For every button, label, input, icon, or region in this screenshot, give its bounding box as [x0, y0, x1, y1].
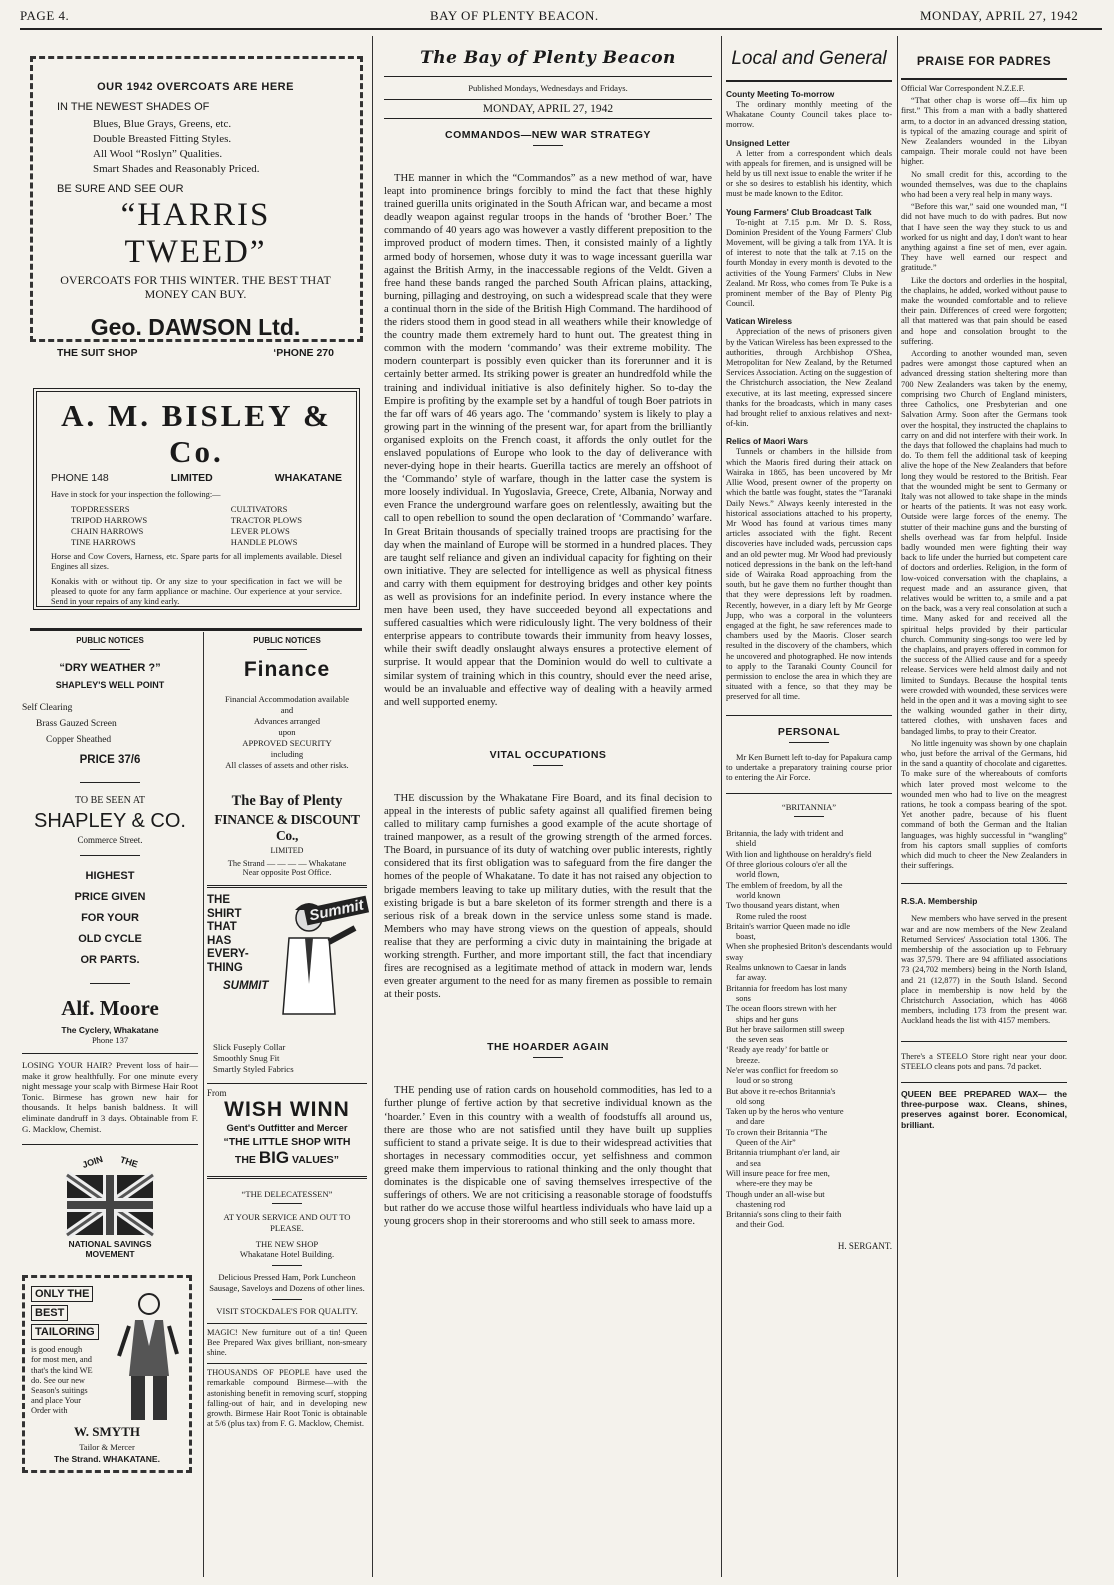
editorial-paragraph: THE discussion by the Whakatane Fire Board, and its final decision to appeal in the interests of public safety against all qualified firemen being called to military camp furnishes a good example of the acute shortage of trained manpower, as a result of the growing strength of the armed forces. The Board, in pursuance of its duty of watching over public interests, rightly considered that its first obligation was to safeguard from the fire danger the homes of the people of Whakatane. To date it has not raised any objection to brigade members leaving to take up military duties, with the result that the existing brigade is but a bare skeleton of its former strength and there is a serious risk of a break down in the service unless some stand is made. Members who may have strong views on the question of appeals, should realise that they are performing a civic duty in maintaining the brigade at working strength. Further, and more important still, the fact that incendiary fires are recognised as a legitimate method of attack in modern war, lends even greater argument to the need for as many firemen as possible to remain at their posts. [384, 792, 712, 1001]
shapley-line: Copper Sheathed [46, 735, 112, 745]
moore-shop: The Cyclery, Whakatane [61, 1025, 159, 1035]
moore-line: PRICE GIVEN [74, 891, 146, 903]
winn-trade: Gent's Outfitter and Mercer [226, 1122, 348, 1133]
local-item-text: A letter from a correspondent which deals with appeals for firemen, and is unsigned will be held by us till next issue to enable the writer if he or she so desires to establish his identity, which must be made known to the Editor. [726, 148, 892, 199]
moore-phone: Phone 137 [91, 1035, 129, 1045]
poem-line: chastening rod [736, 1199, 786, 1209]
poem-line: When she prophesied Briton's descendants would sway [726, 942, 892, 962]
smyth-text: is good enough for most men, and that's the kind WE do. See our new Season's suitings and place Your Order with [31, 1345, 93, 1416]
poem-author: H. SERGANT. [837, 1240, 892, 1251]
poem [726, 829, 892, 1231]
poem-line: Britannia for freedom has lost many [726, 983, 848, 993]
finance-lines [207, 694, 367, 771]
winn-slogan-the: THE [234, 1154, 256, 1166]
poem-line: Ne'er was conflict for freedom so [726, 1066, 838, 1075]
smyth-name: W. SMYTH [74, 1424, 140, 1440]
poem-line: Britannia triumphant o'er land, air [726, 1148, 840, 1158]
harris-tweed: “HARRIS TWEED” [120, 197, 271, 270]
local-item-heading: County Meeting To-morrow [726, 89, 835, 99]
union-jack-icon [67, 1175, 153, 1235]
birmese-ad-2: THOUSANDS OF PEOPLE have used the remarkable compound Birmese—with the astonishing benefit in removing scurf, stopping falling-out of hair, and in developing new growth. Birmese Hair Root Tonic is obtainable at 5/6 (plus tax) from F. G. Macklow, Chemist. [207, 1368, 367, 1429]
local-item-text: Tunnels or chambers in the hillside from which the Maoris fired during their attack on Wairaka in 1865, has been uncovered by Mr Allie Wood, present owner of the property on which the battle was fought, states the “Taranaki Daily News.” Always keenly interested in the historical associations attached to his property, Mr Wood has found at various times many articles associated with the fight. Recent discoveries have included wads, percussion caps and an old pewter mug. Mr Wood had previously noticed depressions in the bank on the left-hand side of Wairaka Road approaching from the south, but he gave them no further thought than that they were depressions left by roadmen. Recently, however, in a diary left by Mr George Jupp, who was a corporal in the volunteers engaged at the fight, he saw references made to chambers used by the Maoris. Closer search resulted in the discovery of the chambers, which he uncovered and photographed. He now intends to apply to the Taranaki County Council for permission to enclose the area in which they are situated with a fence, so that they may be preserved for all time. [726, 447, 892, 702]
summit-logo: Summit [304, 896, 369, 926]
column-rule [897, 36, 898, 1577]
poem-line: and sea [736, 1158, 761, 1168]
dawson-see: BE SURE AND SEE OUR [57, 183, 184, 195]
dawson-name: Geo. DAWSON Ltd. [90, 314, 301, 340]
poem-line: Britannia, the lady with trident and [726, 829, 844, 839]
local-title: Local and General [731, 48, 887, 69]
dawson-items [57, 117, 334, 177]
shapley-name: SHAPLEY & CO. [34, 810, 186, 832]
savings-name: NATIONAL SAVINGS MOVEMENT [68, 1239, 152, 1260]
editorial-paragraph: THE manner in which the “Commandos” as a new method of war, have leapt into prominence brings forcibly to mind the fact that these highly trained guerilla units originated in the South African war, and became a most deadly weapon against regular troops in the hands of ‘brother Boer.’ The commando of 40 years ago was however a vastly different preposition to the improved product of modern times. Then, it consisted mainly of a lightly armed body of horsemen, whose duty it was to wage incessant guerilla war against the British Army, in the inaccessable regions of the Veldt. Given a free hand these bands ranged the parched South African plains, attacking, burning, pillaging and destroying, on such a widespread scale that they were a continual thorn in the side of the British High Command. The hardihood of the riders stood them in good stead in all weathers while their knowledge of the country made them extremely hard to hunt out. The greatest thing in common with the modern ‘commando’ was their extreme mobility. The modern counterpart is possibly even quicker than its forerunner and it is certainly better armed. Its striking power is greater an hundredfold while the training and individual initiative is also definitely higher. So to-day the Empire is profiting by the example set by a handful of tough Boer patriots in the far off wars of 46 years ago. The ‘commando’ system is likely to play a growing part in the winning of the present war, for apart from the brilliantly organised exploits on the French coast, it affords the only outlet for the enslaved populations of Europe who look to the day of deliverance with never-dying hope in their hearts. Guerilla tactics are merely an offshoot of the ‘Commando’ style of warfare, though in the latter case the system is more loosely individual. In Yugoslavia, Greece, Crete, Albania, Norway and even France the underground warfare goes on relentlessly, awaiting but the call to open rebellion to sound the open declaration of ‘Commando’ warfare. In Great Britain thousands of specially trained troops are practising for the day when the mainland of Europe will be stormed in a hundred places. They are taught self reliance and given an individual capacity for fighting on their own initiative. They are selected for intelligence as well as physical fitness and carry with them equipment for destroying bridges and other key points as well as provisions for an indefinite period. In every instance where the men have been used, they have succeeded beyond all expectations and suffered casualties which were ridiculously light. The very boldness of their enterprise appears to contribute towards their immunity from heavy losses, while their swift deadly onslaught always ensures a protective element of surprise. It would appear that the Dominion would do well to cultivate a similar system of training which in this country, should ever the need arise, would be an invaluable and effective way of dealing with a heavily armed and well supported enemy. [384, 173, 712, 708]
shapley-street: Commerce Street. [77, 835, 143, 845]
finance-line: Financial Accommodation available [224, 694, 350, 704]
poem-line: Britannia's sons cling to their faith [726, 1210, 842, 1220]
national-savings-ad [22, 1153, 198, 1269]
paper-title: BAY OF PLENTY BEACON. [430, 8, 599, 23]
padres-paragraph: “Before this war,” said one wounded man, “I did not have much to do with padres. But now that I have seen the way they stuck to us and worked for us night and day, I don't want to hear anything against a fine set of men, ever again. They have well earned our respect and gratitude.” [901, 202, 1067, 273]
deli-title: “THE DELECATESSEN” [241, 1189, 333, 1199]
finance-line: and [280, 705, 294, 715]
editorial-published: Published Mondays, Wednesdays and Fridays. [468, 83, 628, 93]
public-notices-label-2: PUBLIC NOTICES [253, 636, 321, 645]
bisley-items [51, 500, 342, 552]
public-notices-label: PUBLIC NOTICES [76, 636, 144, 645]
summit-line: SHIRT [207, 907, 242, 920]
bisley-name: A. M. BISLEY & Co. [61, 398, 332, 469]
bisley-item: TOPDRESSERS [71, 504, 130, 515]
header-date: MONDAY, APRIL 27, 1942 [920, 8, 1079, 23]
commandos-body [384, 172, 712, 709]
poem-line: Queen of the Air” [736, 1138, 796, 1148]
local-item-heading: Unsigned Letter [726, 137, 790, 148]
bisley-limited: LIMITED [170, 472, 213, 484]
column-rule [721, 36, 722, 1577]
commandos-title: COMMANDOS—NEW WAR STRATEGY [445, 129, 651, 141]
finance-line: APPROVED SECURITY [242, 738, 332, 748]
finance-line: upon [278, 727, 296, 737]
shapley-price: PRICE 37/6 [79, 754, 141, 766]
shapley-line: Brass Gauzed Screen [36, 719, 117, 729]
deli-shop: THE NEW SHOP [255, 1239, 319, 1249]
poem-line: The emblem of freedom, by all the [726, 880, 843, 890]
moore-line: HIGHEST [85, 870, 135, 882]
winn-slogan-values: VALUES” [292, 1154, 340, 1166]
rsa-text: New members who have served in the present war and are now members of the New Zealand Returned Services' Association total 1306. The membership of the association up to February was 37,579. There are 94 affiliated associations 73 (24,702 members) being in the North Island, and 21 (12,877) in the South Island. Second place in membership is now held by the Christchurch Association, which has 4068 members, including 173 from the present war. Auckland heads the list with 4157 members. [901, 914, 1067, 1026]
poem-line: Will insure peace for free men, [726, 1168, 830, 1178]
poem-line: ‘Ready aye ready’ for battle or [726, 1045, 829, 1055]
ads-divider [30, 628, 362, 631]
poem-line: Of three glorious colours o'er all the [726, 860, 848, 870]
finance-near: Near opposite Post Office. [242, 868, 332, 877]
finance-line: All classes of assets and other risks. [225, 760, 349, 770]
poem-line: world known [736, 890, 781, 900]
dawson-shop: THE SUIT SHOP [57, 347, 138, 359]
editorial [384, 48, 712, 1578]
bisley-text2: Konakis with or without tip. Or any size to your specification in fact we will be pleased to quote for any farm appliance or machine. Our experience at your service. Send in your repairs of any kind early. [51, 576, 342, 607]
finance-line: including [270, 749, 304, 759]
dawson-ad [30, 56, 363, 359]
poem-line: Two thousand years distant, when [726, 901, 840, 911]
poem-line: Taken up by the heros who venture [726, 1107, 844, 1117]
smyth-tailoring: TAILORING [31, 1324, 99, 1340]
summit-line: HAS [207, 934, 232, 947]
local-and-general [726, 44, 892, 1578]
poem-line: ships and her guns [736, 1014, 799, 1024]
dawson-line2: IN THE NEWEST SHADES OF [57, 101, 210, 113]
padres-title: PRAISE FOR PADRES [916, 54, 1052, 68]
dawson-item: Blues, Blue Grays, Greens, etc. [93, 118, 232, 130]
moore-line: OLD CYCLE [78, 933, 142, 945]
poem-title: “BRITANNIA” [781, 802, 837, 813]
local-item-heading: Relics of Maori Wars [726, 436, 809, 447]
deli-addr: Whakatane Hotel Building. [239, 1249, 335, 1259]
poem-line: breeze. [736, 1055, 760, 1065]
savings-join: JOIN [80, 1154, 105, 1171]
bisley-item: LEVER PLOWS [230, 526, 290, 537]
finance-limited: LIMITED [270, 846, 304, 855]
poem-line: the seven seas [736, 1035, 784, 1045]
poem-line: Though under an all-wise but [726, 1189, 825, 1199]
poem-line: old song [736, 1096, 765, 1106]
summit-ad [207, 894, 367, 1042]
bisley-phone: PHONE 148 [51, 472, 109, 484]
page-number: PAGE 4. [20, 8, 70, 23]
bisley-intro: Have in stock for your inspection the following:— [51, 490, 221, 499]
dawson-phone: ‘PHONE 270 [273, 347, 334, 359]
bisley-sub [51, 472, 342, 484]
praise-for-padres [901, 44, 1067, 1578]
bisley-item: HANDLE PLOWS [230, 537, 298, 548]
header-rule [20, 28, 1102, 30]
summit-line: THING [207, 961, 243, 974]
summit-line: THE [207, 894, 230, 906]
bisley-item: TRACTOR PLOWS [230, 515, 302, 526]
shapley-sub: SHAPLEY'S WELL POINT [55, 680, 165, 690]
savings-the: THE [118, 1154, 140, 1170]
summit-brand: SUMMIT [223, 980, 269, 992]
winn-name: WISH WINN [224, 1098, 350, 1121]
bisley-right-items [231, 504, 302, 548]
queen-bee-ad: QUEEN BEE PREPARED WAX— the three-purpose wax. Cleans, shines, preserves against borer. Economical, brilliant. [901, 1089, 1067, 1130]
poem-line: But her brave sailormen still sweep [726, 1024, 845, 1034]
padres-byline: Official War Correspondent N.Z.E.F. [901, 84, 1025, 93]
col1 [22, 636, 198, 1576]
poem-line: sons [736, 993, 751, 1003]
shapley-headline: “DRY WEATHER ?” [59, 662, 161, 674]
local-items [726, 89, 892, 703]
poem-line: But above it re-echos Britannia's [726, 1086, 836, 1096]
padres-paragraph: According to another wounded man, seven padres were amongst those captured when an advanced dressing station sheltering more than 700 New Zealanders was taken by the enemy, comprising two Church of England ministers, three Catholics, one Presbyterian and one Salvation Army. Soon after the Germans took over the hospital, they instructed the chaplains to carry on and did not interfere with their work. In the days that followed the chaplains had much to do. To them fell the additional task of keeping alive the hope of the New Zealanders that before long they would be restored to the British. Fear that the wounded might be sent to Germany or Italy was not allowed to take shape in the minds or hearts of the patients. It was not easy work. Outside were large forces of the enemy. The stutter of their machine guns and the bursting of shells overhead was far from helpful. Inside badly wounded men were fighting their way back to life under the hurried but competent care of doctors and orderlies. Religion, in the form of low-voiced conversation with the chaplains, a request made and an assurance given, that relatives would be written to, a smile and a pat on the back, was a very real consolation at such a time. Many asked for and received all the spiritual helps provided by their particular church. Community sing-songs too were led by the chaplains, and prayers offered in common for the success of the Allied cause and for a speedy release. Services were held almost daily and not limited to Sundays. Because the hospital tents were crowded with wounded, these services were held in the open and it was a moving sight to see the walking wounded gather in their dirty, tattered clothes, with unshaven faces and bandaged limbs, to pray to their Creator. [901, 349, 1067, 736]
poem-line: loud or so strong [736, 1076, 793, 1086]
poem-line: Britain's warrior Queen made no idle [726, 921, 851, 931]
summit-line: THAT [207, 921, 237, 933]
summit-line: EVERY- [207, 948, 249, 960]
column-rule [372, 36, 373, 1577]
personal-title: PERSONAL [777, 725, 841, 738]
deli-goods: Delicious Pressed Ham, Pork Luncheon Sausage, Saveloys and Dozens of other lines. [209, 1272, 365, 1293]
winn-slogan1: “THE LITTLE SHOP WITH [223, 1136, 351, 1148]
poem-line: With lion and lighthouse on heraldry's field [726, 849, 872, 859]
steelo-ad: There's a STEELO Store right near your door. STEELO cleans pots and pans. 7d packet. [901, 1051, 1067, 1071]
shapley-lines [22, 700, 198, 748]
editorial-paragraph: THE pending use of ration cards on household commodities, has led to a further plunge of fertive action by that secretive individual known as the ‘hoarder.’ Even in this country with a wealth of foodstuffs all around us, there are those who are not satisfied until they have built up supplies sufficient to stand a private seige. It is due to their widespread activities that shortages in necessary commodities occur, yet selfishness and common greed make them impervious to rational thinking and the only thought that dominates is the dispicable one of saving themselves irrespective of the sufferings of others. We are not criticising a reasonable storage of foodstuffs but rather do we accuse those wilful heartless individuals who have laid up a young grocers shop in their storerooms and who still seek to amass more. [384, 1085, 712, 1228]
local-item-heading: Vatican Wireless [726, 316, 793, 327]
poem-line: where-ere they may be [736, 1179, 813, 1189]
dawson-line1: OUR 1942 OVERCOATS ARE HERE [97, 81, 294, 93]
local-item-text: The ordinary monthly meeting of the Whakatane County Council takes place to-morrow. [726, 100, 892, 130]
deli-visit: VISIT STOCKDALE'S FOR QUALITY. [216, 1306, 358, 1316]
personal-text: Mr Ken Burnett left to-day for Papakura camp to undertake a preparatory training course prior to entering the Air Force. [726, 752, 892, 782]
shapley-seen: TO BE SEEN AT [74, 795, 146, 806]
bisley-item: TRIPOD HARROWS [71, 515, 148, 526]
rsa-head: R.S.A. Membership [901, 896, 978, 907]
smyth-trade: Tailor & Mercer [79, 1442, 135, 1453]
finance-title: Finance [243, 658, 331, 681]
padres-paragraph: No little ingenuity was shown by one chaplain who, just before the arrival of the Germans, hid in the sand a quantity of chocolate and cigarettes. To make sure of the whereabouts of comforts which later proved most welcome to the wounded men who had to live on the meagrest rations, he took a compass bearing of the spot. Yet another padre, because of his fluent command of both the German and the Italian languages, was highly successful in “wangling” from his captors small supplies of comforts which did much to cheer the New Zealanders in their sufferings. [901, 738, 1067, 871]
smyth-best: BEST [31, 1305, 68, 1321]
padres-paragraph: Like the doctors and orderlies in the hospital, the chaplains, he added, worked without pause to make the wounded comfortable and to relieve their pain. Differences of creed were forgotten; all that mattered was that pain should be eased and hope and consolation brought to the suffering. [901, 275, 1067, 346]
bisley-town: WHAKATANE [274, 472, 342, 484]
smyth-addr: The Strand. WHAKATANE. [54, 1454, 160, 1465]
finance-line: Advances arranged [253, 716, 321, 726]
padres-paragraph: “That other chap is worse off—fix him up first.” This from a man with a badly shattered arm, to a doctor in an advanced dressing station, is typical of the amazing courage and spirit of New Zealanders wounded in the Libyan campaign. Their morale could not have been higher. [901, 96, 1067, 167]
vital-title: VITAL OCCUPATIONS [489, 748, 607, 761]
poem-line: and dare [736, 1117, 765, 1127]
magic-ad: MAGIC! New furniture out of a tin! Queen Bee Prepared Wax gives brilliant, non-smeary shine. [207, 1327, 367, 1357]
shapley-line: Self Clearing [22, 703, 73, 713]
bisley-item: CULTIVATORS [230, 504, 288, 515]
poem-line: world flown, [736, 870, 780, 880]
bisley-text1: Horse and Cow Covers, Harness, etc. Spare parts for all implements available. Diesel Engines all sizes. [51, 552, 342, 572]
masthead: The Bay of Plenty Beacon [420, 48, 676, 68]
bisley-ad [33, 388, 360, 610]
smyth-ad [22, 1275, 192, 1473]
poem-line: Realms unknown to Caesar in lands [726, 963, 847, 973]
moore-lines [22, 866, 198, 971]
local-item-heading: Young Farmers' Club Broadcast Talk [726, 206, 872, 217]
editorial-date: MONDAY, APRIL 27, 1942 [482, 103, 614, 115]
dawson-item: Double Breasted Fitting Styles. [93, 133, 232, 145]
bisley-item: CHAIN HARROWS [71, 526, 144, 537]
summit-desc-line: Smoothly Snug Fit [213, 1053, 280, 1063]
finance-company1: The Bay of Plenty [231, 793, 343, 809]
local-item-text: To-night at 7.15 p.m. Mr D. S. Ross, Dominion President of the Young Farmers' Club Movement, will be giving a talk from 1YA. It is of interest to note that the talk at 7.15 on the fourth Monday in every month is devoted to the activities of the Young Farmers' Clubs in New Zealand. Mr Ross, who comes from Te Puke is a prominent member of the Bay of Plenty Pig Council. [726, 217, 892, 309]
padres-body [901, 96, 1067, 871]
column-rule [203, 632, 204, 1577]
summit-desc-line: Slick Fuseply Collar [213, 1042, 286, 1052]
dawson-overcoats: OVERCOATS FOR THIS WINTER. THE BEST THAT MONEY CAN BUY. [60, 273, 331, 301]
moore-line: OR PARTS. [80, 954, 140, 966]
poem-line: and their God. [736, 1220, 785, 1230]
deli-service: AT YOUR SERVICE AND OUT TO PLEASE. [223, 1212, 351, 1233]
hoarder-title: THE HOARDER AGAIN [487, 1041, 609, 1054]
poem-line: shield [736, 839, 757, 849]
winn-from: From [207, 1088, 227, 1098]
bisley-left-items [71, 504, 147, 548]
moore-name: Alf. Moore [61, 996, 159, 1020]
dawson-item: Smart Shades and Reasonably Priced. [93, 163, 260, 175]
winn-slogan2 [207, 1148, 367, 1168]
tailor-figure-icon [113, 1286, 181, 1426]
dawson-item: All Wool “Roslyn” Qualities. [93, 148, 223, 160]
poem-line: The ocean floors strewn with her [726, 1004, 837, 1014]
dawson-footer [57, 347, 334, 359]
hoarder-body [384, 1084, 712, 1228]
finance-strand: The Strand — — — — Whakatane [227, 859, 347, 868]
smyth-only: ONLY THE [31, 1286, 93, 1302]
poem-line: Rome ruled the roost [736, 911, 807, 921]
col2 [207, 636, 367, 1576]
finance-company2: FINANCE & DISCOUNT Co., [214, 812, 360, 843]
poem-line: To crown their Britannia “The [726, 1127, 828, 1137]
local-item-text: Appreciation of the news of prisoners given by the Vatican Wireless has been expressed to the authorities, through Archbishop O'Shea, Metropolitan for New Zealand, by the Returned Services Association. Acting on the suggestion of the Christchurch association, the New Zealand executive, at its last meeting, expressed sincere thanks for the broadcasts, which in many cases had brought relief to anxious relatives and next-of-kin. [726, 327, 892, 429]
moore-line: FOR YOUR [81, 912, 139, 924]
summit-desc-line: Smartly Styled Fabrics [213, 1064, 294, 1074]
poem-line: boast, [736, 932, 756, 942]
summit-desc [207, 1042, 367, 1075]
padres-paragraph: No small credit for this, according to the wounded themselves, was due to the chaplains who had been a very real help in many ways. [901, 169, 1067, 200]
vital-body [384, 792, 712, 1002]
winn-slogan-big: BIG [258, 1148, 290, 1167]
poem-line: far away. [736, 973, 767, 983]
birmese-ad-1: LOSING YOUR HAIR? Prevent loss of hair—make it grow healthfully. For one minute every night message your scalp with Birmese Hair Root Tonic. Birmese has grown new hair for thousands. It helps banish baldness. It will eliminate dandruff in 3 days. Obtainable from F. G. Macklow, Chemist. [22, 1060, 198, 1134]
bisley-item: TINE HARROWS [71, 537, 136, 548]
